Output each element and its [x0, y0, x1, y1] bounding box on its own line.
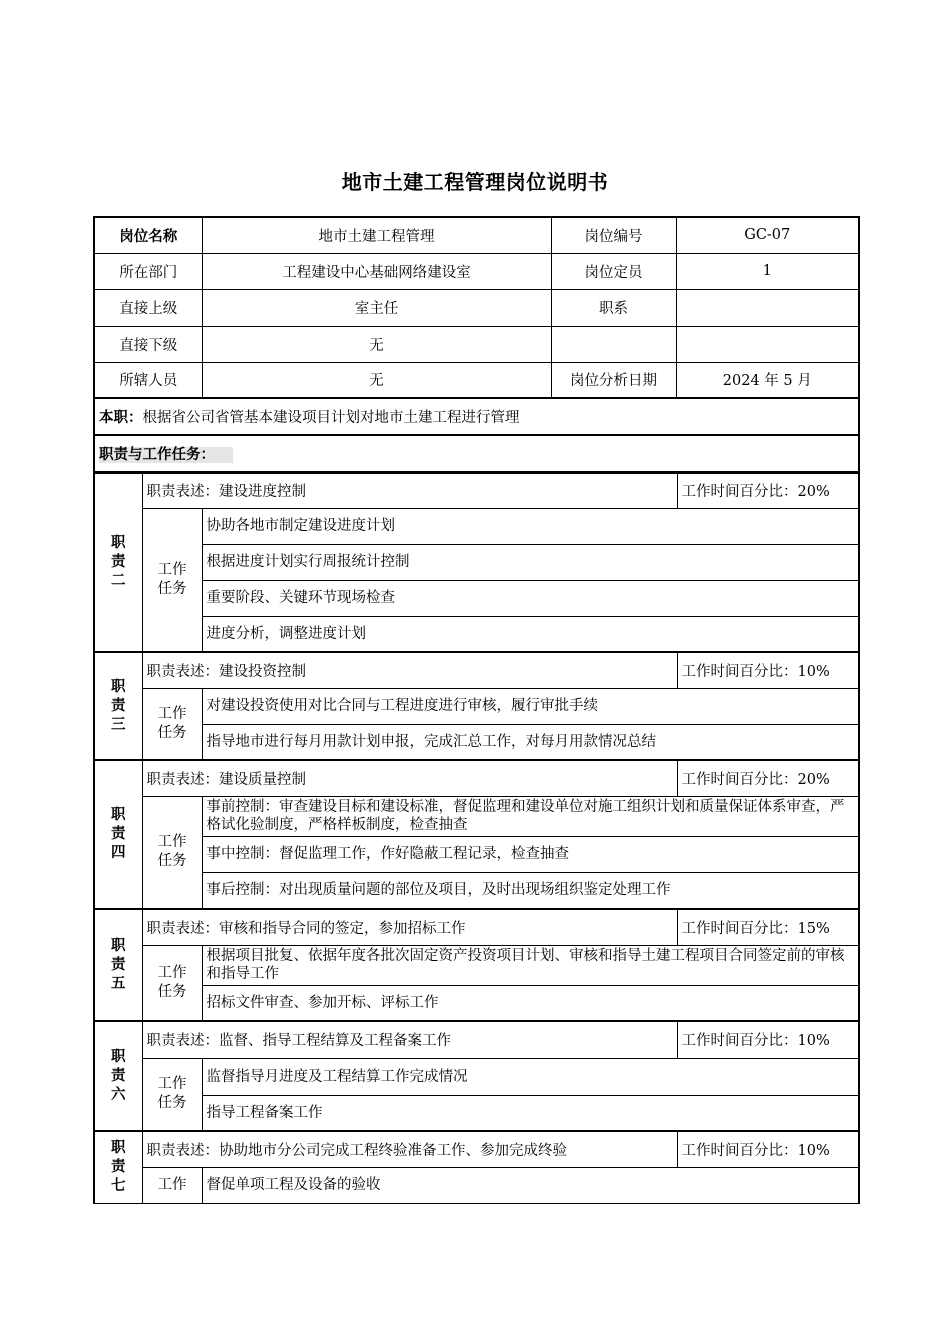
work-task-label: 工作	[142, 1167, 202, 1203]
task-item: 事后控制：对出现质量问题的部位及项目，及时出现场组织鉴定处理工作	[202, 872, 859, 909]
task-row	[94, 836, 859, 872]
info-row-superior	[94, 289, 859, 326]
empty-value	[676, 326, 859, 362]
duty-row	[94, 909, 859, 945]
department-label: 所在部门	[94, 253, 202, 289]
headcount-label: 岗位定员	[551, 253, 676, 289]
duty-row	[94, 1021, 859, 1058]
department-value: 工程建设中心基础网络建设室	[202, 253, 551, 289]
task-row	[94, 1058, 859, 1095]
job-family-value	[676, 289, 859, 326]
duty-label: 职 责 六	[94, 1021, 142, 1131]
subordinate-value: 无	[202, 326, 551, 362]
duty-label: 职 责 七	[94, 1131, 142, 1203]
duty-percent: 工作时间百分比：10%	[677, 1021, 859, 1058]
basic-info-table	[93, 216, 860, 472]
empty-label	[551, 326, 676, 362]
summary-cell	[94, 398, 859, 435]
task-item: 招标文件审查、参加开标、评标工作	[202, 985, 859, 1021]
position-name-value: 地市土建工程管理	[202, 217, 551, 253]
duty-label: 职 责 五	[94, 909, 142, 1021]
page-title: 地市土建工程管理岗位说明书	[341, 170, 609, 194]
duties-heading-row	[94, 435, 859, 471]
task-row	[94, 1095, 859, 1131]
duty-label: 职 责 三	[94, 652, 142, 760]
duty-statement: 职责表述：建设质量控制	[142, 760, 677, 796]
work-task-label: 工作 任务	[142, 945, 202, 1021]
task-item: 根据项目批复、依据年度各批次固定资产投资项目计划、审核和指导土建工程项目合同签定前的审核和指导工作	[202, 945, 859, 985]
work-task-label: 工作 任务	[142, 796, 202, 909]
work-task-label: 工作 任务	[142, 688, 202, 760]
duty-row	[94, 473, 859, 508]
task-item: 事中控制：督促监理工作，作好隐蔽工程记录，检查抽查	[202, 836, 859, 872]
staff-label: 所辖人员	[94, 362, 202, 398]
task-row	[94, 796, 859, 836]
superior-value: 室主任	[202, 289, 551, 326]
duty-row	[94, 652, 859, 688]
duty-statement: 职责表述：协助地市分公司完成工程终验准备工作、参加完成终验	[142, 1131, 677, 1167]
task-row	[94, 544, 859, 580]
task-row	[94, 872, 859, 909]
task-item: 进度分析，调整进度计划	[202, 616, 859, 652]
task-item: 监督指导月进度及工程结算工作完成情况	[202, 1058, 859, 1095]
task-row	[94, 616, 859, 652]
task-item: 重要阶段、关键环节现场检查	[202, 580, 859, 616]
task-row	[94, 580, 859, 616]
task-row	[94, 688, 859, 724]
task-item: 督促单项工程及设备的验收	[202, 1167, 859, 1203]
duty-percent: 工作时间百分比：20%	[677, 473, 859, 508]
info-row-subordinate	[94, 326, 859, 362]
duty-percent: 工作时间百分比：15%	[677, 909, 859, 945]
task-item: 根据进度计划实行周报统计控制	[202, 544, 859, 580]
task-row	[94, 508, 859, 544]
task-item: 协助各地市制定建设进度计划	[202, 508, 859, 544]
task-item: 指导地市进行每月用款计划申报，完成汇总工作，对每月用款情况总结	[202, 724, 859, 760]
summary-text: 根据省公司省管基本建设项目计划对地市土建工程进行管理	[142, 410, 520, 426]
duty-percent: 工作时间百分比：10%	[677, 1131, 859, 1167]
task-item: 对建设投资使用对比合同与工程进度进行审核，履行审批手续	[202, 688, 859, 724]
task-row	[94, 985, 859, 1021]
info-row-department	[94, 253, 859, 289]
duty-percent: 工作时间百分比：10%	[677, 652, 859, 688]
position-code-label: 岗位编号	[551, 217, 676, 253]
subordinate-label: 直接下级	[94, 326, 202, 362]
duties-heading: 职责与工作任务：	[99, 447, 233, 463]
duty-label: 职 责 四	[94, 760, 142, 909]
superior-label: 直接上级	[94, 289, 202, 326]
headcount-value: 1	[676, 253, 859, 289]
task-item: 事前控制：审查建设目标和建设标准，督促监理和建设单位对施工组织计划和质量保证体系审查，严格试化验制度，严格样板制度，检查抽查	[202, 796, 859, 836]
task-item: 指导工程备案工作	[202, 1095, 859, 1131]
info-row-position-name	[94, 217, 859, 253]
duty-label: 职 责 二	[94, 473, 142, 652]
info-row-staff	[94, 362, 859, 398]
duty-row	[94, 1131, 859, 1167]
job-family-label: 职系	[551, 289, 676, 326]
summary-row	[94, 398, 859, 435]
staff-value: 无	[202, 362, 551, 398]
duty-row	[94, 760, 859, 796]
duty-statement: 职责表述：监督、指导工程结算及工程备案工作	[142, 1021, 677, 1058]
duties-table	[93, 472, 860, 1204]
task-row	[94, 945, 859, 985]
duties-heading-cell	[94, 435, 859, 471]
summary-label: 本职：	[99, 410, 143, 426]
work-task-label: 工作 任务	[142, 1058, 202, 1131]
work-task-label: 工作 任务	[142, 508, 202, 652]
duty-statement: 职责表述：建设进度控制	[142, 473, 677, 508]
analysis-date-label: 岗位分析日期	[551, 362, 676, 398]
position-code-value: GC-07	[676, 217, 859, 253]
position-name-label: 岗位名称	[94, 217, 202, 253]
duty-statement: 职责表述：建设投资控制	[142, 652, 677, 688]
analysis-date-value: 2024 年 5 月	[676, 362, 859, 398]
task-row	[94, 1167, 859, 1203]
duty-statement: 职责表述：审核和指导合同的签定，参加招标工作	[142, 909, 677, 945]
duty-percent: 工作时间百分比：20%	[677, 760, 859, 796]
task-row	[94, 724, 859, 760]
